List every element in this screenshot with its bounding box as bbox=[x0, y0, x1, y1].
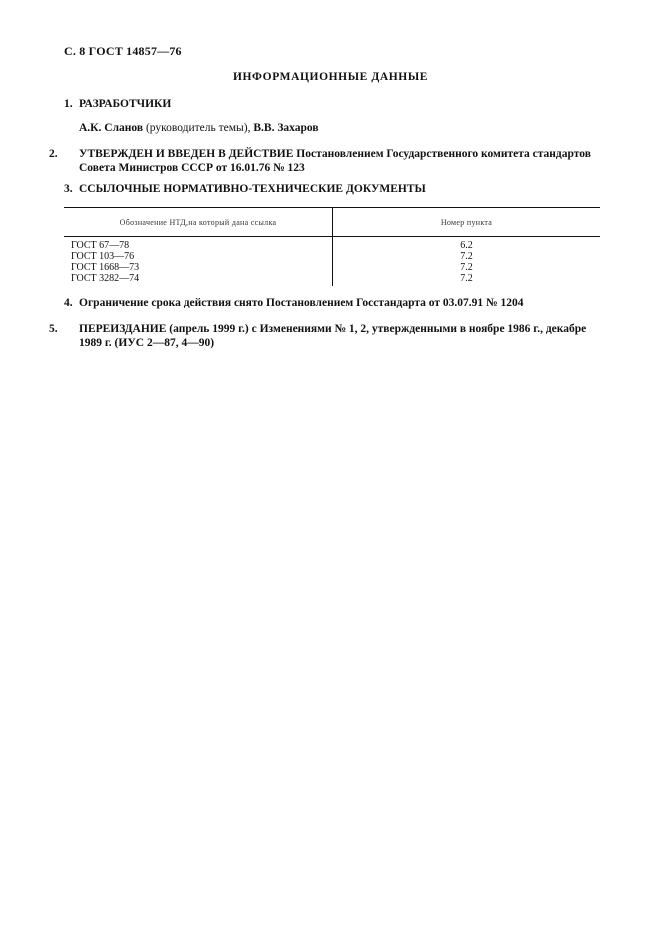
table-row bbox=[64, 251, 600, 262]
column-header-point: Номер пункта bbox=[333, 208, 601, 237]
page-header: С. 8 ГОСТ 14857—76 bbox=[64, 44, 182, 58]
point-cell: 7.2 bbox=[460, 251, 473, 262]
section-number: 2. bbox=[49, 148, 58, 160]
document-cell: ГОСТ 67—78 bbox=[64, 237, 333, 252]
developers-line bbox=[79, 122, 319, 134]
developer-role: (руководитель темы), bbox=[145, 122, 251, 134]
section-2 bbox=[49, 147, 601, 175]
table-header-row bbox=[64, 208, 600, 237]
section-number: 5. bbox=[49, 323, 58, 335]
section-3-heading bbox=[64, 182, 601, 196]
section-1-heading bbox=[64, 97, 601, 111]
table-row bbox=[64, 237, 600, 252]
point-cell: 7.2 bbox=[460, 273, 473, 284]
section-number: 3. bbox=[64, 183, 73, 195]
section-5 bbox=[49, 322, 601, 350]
section-heading: РАЗРАБОТЧИКИ bbox=[79, 98, 172, 110]
section-text: Ограничение срока действия снято Постановлением Госстандарта от 03.07.91 № 1204 bbox=[79, 297, 524, 309]
reference-table bbox=[64, 207, 600, 286]
page-title: ИНФОРМАЦИОННЫЕ ДАННЫЕ bbox=[232, 71, 429, 83]
developer-name: В.В. Захаров bbox=[253, 122, 319, 134]
table-row bbox=[64, 262, 600, 273]
point-cell: 7.2 bbox=[460, 262, 473, 273]
table-row bbox=[64, 273, 600, 286]
point-cell: 6.2 bbox=[460, 240, 473, 251]
column-header-document: Обозначение НТД,на который дана ссылка bbox=[64, 208, 333, 237]
section-4 bbox=[64, 296, 601, 310]
developer-name: А.К. Сланов bbox=[79, 122, 144, 134]
section-text: Постановлением Государственного комитета стандартов Совета Министров СССР от 16.01.76 № 123 bbox=[79, 148, 591, 174]
section-text: ПЕРЕИЗДАНИЕ (апрель 1999 г.) с Изменениями № 1, 2, утвержденными в ноябре 1986 г., декабре 1989 г. (ИУС 2—87, 4—90) bbox=[79, 323, 587, 349]
section-number: 4. bbox=[64, 297, 73, 309]
document-cell: ГОСТ 103—76 bbox=[64, 251, 333, 262]
document-cell: ГОСТ 3282—74 bbox=[64, 273, 333, 286]
section-number: 1. bbox=[64, 98, 73, 110]
section-heading: УТВЕРЖДЕН И ВВЕДЕН В ДЕЙСТВИЕ bbox=[79, 148, 294, 160]
section-heading: ССЫЛОЧНЫЕ НОРМАТИВНО-ТЕХНИЧЕСКИЕ ДОКУМЕНТЫ bbox=[79, 183, 426, 195]
document-cell: ГОСТ 1668—73 bbox=[64, 262, 333, 273]
